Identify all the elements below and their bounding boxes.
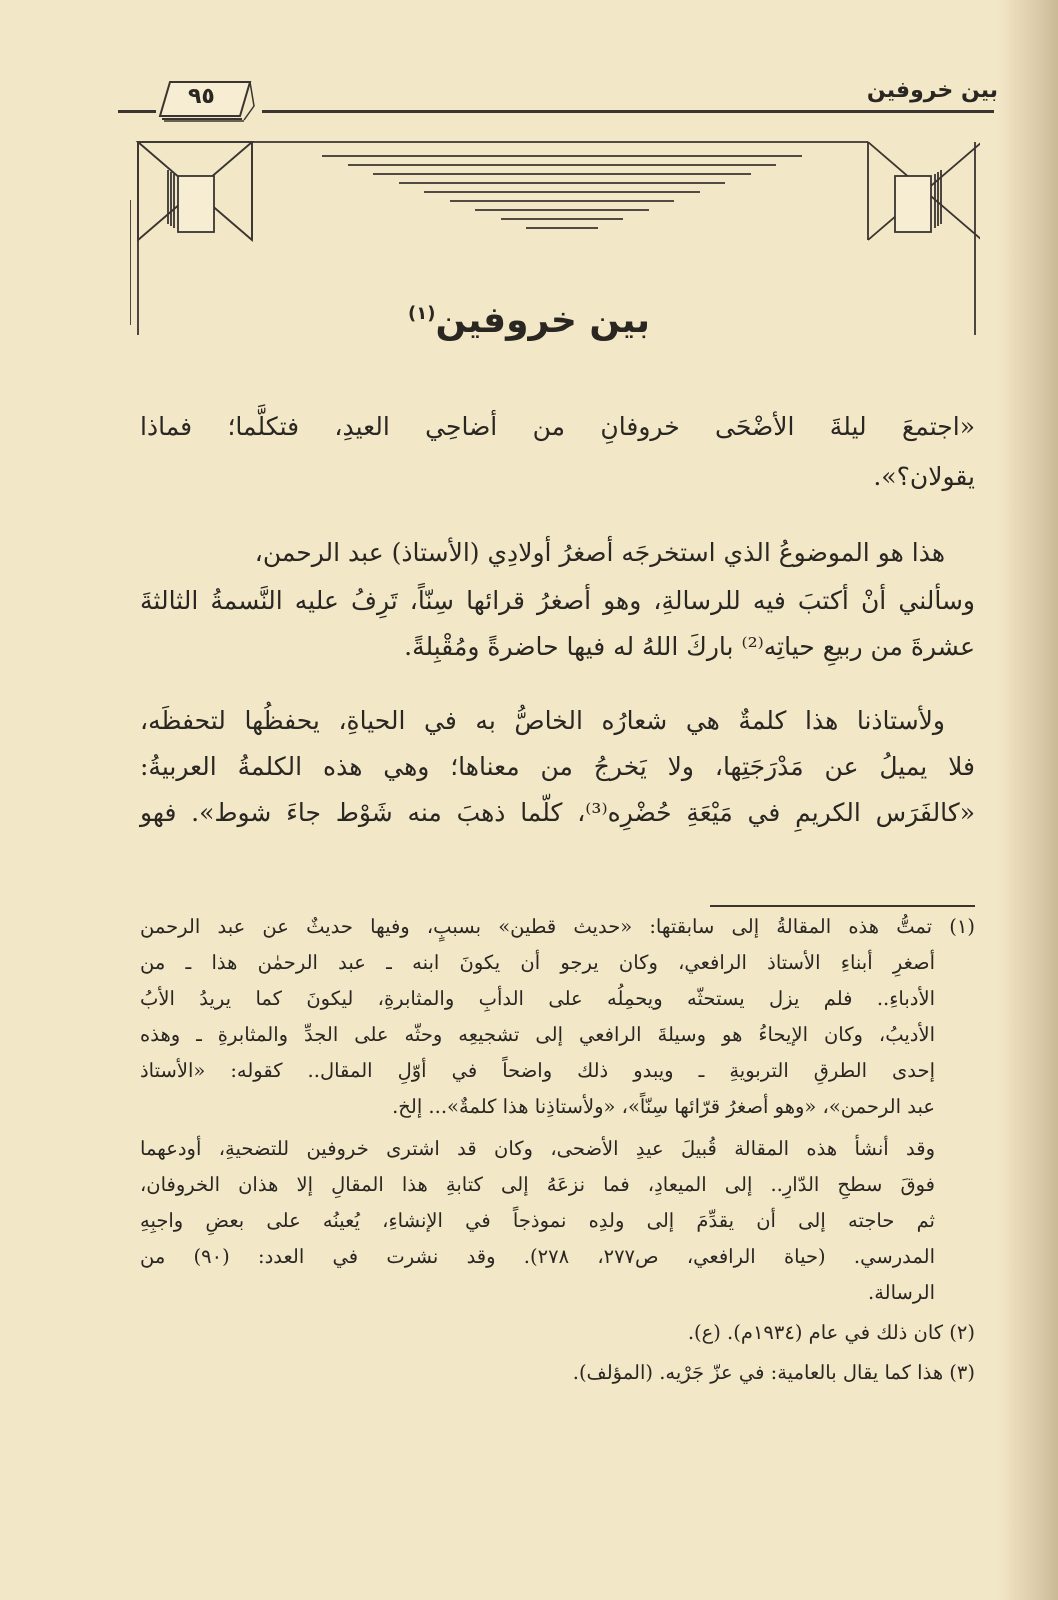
footnote-line: فوقَ سطحِ الدّارِ.. إلى الميعادِ، فما نزعَهُ إلى كتابةِ هذا المقالِ إلا هذان الخروفان،: [140, 1173, 935, 1196]
footnote-line: (٣) هذا كما يقال بالعامية: في عزّ جَرْيه. (المؤلف).: [572, 1361, 975, 1384]
footnote-line: وقد أنشأ هذه المقالة قُبيلَ عيدِ الأضحى، وكان قد اشترى خروفين للتضحيةِ، أودعهما: [140, 1137, 935, 1160]
article-title: [0, 300, 1058, 341]
footnote-line: عبد الرحمن»، «وهو أصغرُ قرّائها سِنّاً»، «ولأستاذِنا هذا كلمةٌ»... إلخ.: [392, 1095, 935, 1118]
page-edge-shadow: [998, 0, 1058, 1600]
footnote-line: إحدى الطرقِ التربويةِ ـ ويبدو ذلك واضحاً في أوّلِ المقال.. كقوله: «الأستاذ: [140, 1059, 935, 1082]
footnote-line: (١) تمتُّ هذه المقالةُ إلى سابقتها: «حديث قطين» بسببٍ، وفيها حديثٌ عن عبد الرحمن: [140, 915, 975, 938]
article-title-text: بين خروفين: [435, 300, 650, 341]
page-number-badge: [158, 76, 258, 122]
footnote-line: المدرسي. (حياة الرافعي، ص٢٧٧، ٢٧٨). وقد نشرت في العدد: (٩٠) من: [140, 1245, 935, 1268]
header-rule-left: [118, 110, 156, 113]
body-line: وسألني أنْ أكتبَ فيه للرسالةِ، وهو أصغرُ قرائها سِنّاً، تَرِفُ عليه النَّسمةُ الثالثةَ: [140, 586, 975, 615]
footnote-line: ثم حاجته إلى أن يقدِّمَ إلى ولدِه نموذجاً في الإنشاءِ، يُعينُه على بعضِ واجبِهِ: [140, 1209, 935, 1232]
footnote-separator: [710, 905, 975, 907]
body-line: «كالفَرَس الكريمِ في مَيْعَةِ حُضْرِه⁽³⁾، كلّما ذهبَ منه شَوْط جاءَ شوط». فهو: [140, 798, 975, 827]
footnote-line: الأدباءِ.. فلم يزل يستحثّه ويحمِلُه على الدأبِ والمثابرةِ، ليكونَ كما يريدُ الأبُ: [140, 987, 935, 1010]
running-title: بين خروفين: [866, 78, 998, 103]
footnote-line: (٢) كان ذلك في عام (١٩٣٤م). (ع).: [687, 1321, 975, 1344]
header-rule: [262, 110, 994, 113]
footnote-line: أصغرِ أبناءِ الأستاذ الرافعي، وكان يرجو أن يكونَ ابنه ـ عبد الرحمٰن هذا ـ من: [140, 951, 935, 974]
body-line: هذا هو الموضوعُ الذي استخرجَه أصغرُ أولادِي (الأستاذ) عبد الرحمن،: [254, 538, 945, 567]
body-line: فلا يميلُ عن مَدْرَجَتِها، ولا يَخرجُ من معناها؛ وهي هذه الكلمةُ العربيةُ:: [140, 752, 975, 781]
page-number: ٩٥: [188, 84, 215, 109]
footnote-ref: (١): [408, 303, 436, 324]
footnote-line: الرسالة.: [868, 1281, 935, 1304]
body-line: عشرةَ من ربيعِ حياتِه⁽²⁾ باركَ اللهُ له فيها حاضرةً ومُقْبِلةً.: [404, 632, 975, 661]
body-line: ولأستاذنا هذا كلمةٌ هي شعارُه الخاصُّ به في الحياةِ، يحفظُها لتحفظَه،: [140, 706, 945, 735]
body-line: يقولان؟».: [873, 462, 975, 491]
footnote-line: الأديبُ، وكان الإيحاءُ هو وسيلةَ الرافعي إلى تشجيعِه وحثّه على الجدِّ والمثابرةِ ـ وهذه: [140, 1023, 935, 1046]
body-line: «اجتمعَ ليلةَ الأضْحَى خروفانِ من أضاحِي العيدِ، فتكلَّما؛ فماذا: [140, 412, 975, 441]
